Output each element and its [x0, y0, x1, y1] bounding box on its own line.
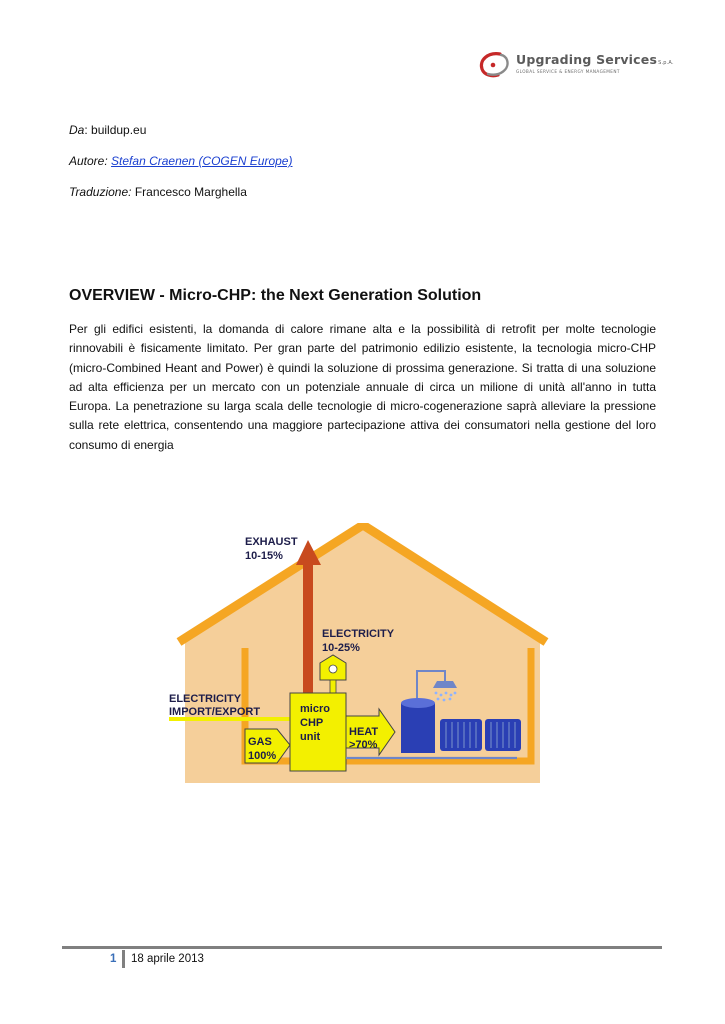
logo-suffix: S.p.A.: [658, 60, 674, 66]
exhaust-label: EXHAUST: [245, 536, 298, 548]
unit-line-3: unit: [300, 731, 321, 743]
water-tank: [401, 703, 435, 753]
translation-value: Francesco Marghella: [134, 185, 247, 199]
author-link[interactable]: Stefan Craenen (COGEN Europe): [111, 154, 293, 168]
logo-swoosh-icon: [478, 50, 512, 80]
footer-separator: [122, 950, 125, 968]
source-value: buildup.eu: [91, 123, 147, 137]
source-line: Da: buildup.eu: [69, 123, 147, 137]
company-logo: [478, 48, 674, 82]
electricity-value: 10-25%: [322, 642, 360, 654]
radiator-2: [485, 719, 521, 751]
radiator-1: [440, 719, 482, 751]
micro-chp-diagram: [165, 523, 562, 785]
article-body: Per gli edifici esistenti, la domanda di calore rimane alta e la possibilità di retrofit per molte tecnologie rinnovabili è fisicamente limitato. Per gran parte del patrimonio edilizio esistente, la tecnologia micro-CHP (micro-Combined Heant and Power) è quindi la soluzione di prossima generazione. Si tratta di una soluzione ad alta efficienza per un mercato con un potenziale annuale di circa un milione di unità all'anno in tutta Europa. La penetrazione su larga scala delle tecnologie di micro-cogenerazione saprà alleviare la pressione sulla rete elettrica, consentendo una maggiore partecipazione attiva dei consumatori nella gestione del loro consumo di energia: [69, 322, 656, 452]
exhaust-value: 10-15%: [245, 550, 283, 562]
import-label-1: ELECTRICITY: [169, 693, 242, 705]
heat-label: HEAT: [349, 726, 379, 738]
lightbulb-icon: [329, 665, 337, 673]
logo-tagline: GLOBAL SERVICE & ENERGY MANAGEMENT: [516, 69, 620, 74]
unit-line-2: CHP: [300, 717, 324, 729]
logo-name: Upgrading ServicesS.p.A.: [516, 52, 674, 67]
article-title: OVERVIEW - Micro-CHP: the Next Generation Solution: [69, 287, 482, 304]
import-label-2: IMPORT/EXPORT: [169, 706, 261, 718]
footer-date: 18 aprile 2013: [131, 953, 204, 965]
page-number: 1: [110, 953, 117, 965]
author-label: Autore:: [69, 154, 108, 168]
unit-line-1: micro: [300, 703, 330, 715]
source-label: Da: [69, 123, 85, 137]
translation-label: Traduzione:: [69, 185, 132, 199]
author-line: [69, 154, 292, 168]
translation-line: [69, 185, 247, 199]
electricity-label: ELECTRICITY: [322, 628, 395, 640]
heat-value: >70%: [349, 739, 378, 751]
footer-divider: [62, 946, 662, 949]
shower-head-icon: [433, 681, 457, 688]
exhaust-pipe: [303, 565, 313, 693]
tank-top: [401, 698, 435, 708]
gas-value: 100%: [248, 750, 277, 762]
gas-label: GAS: [248, 736, 272, 748]
